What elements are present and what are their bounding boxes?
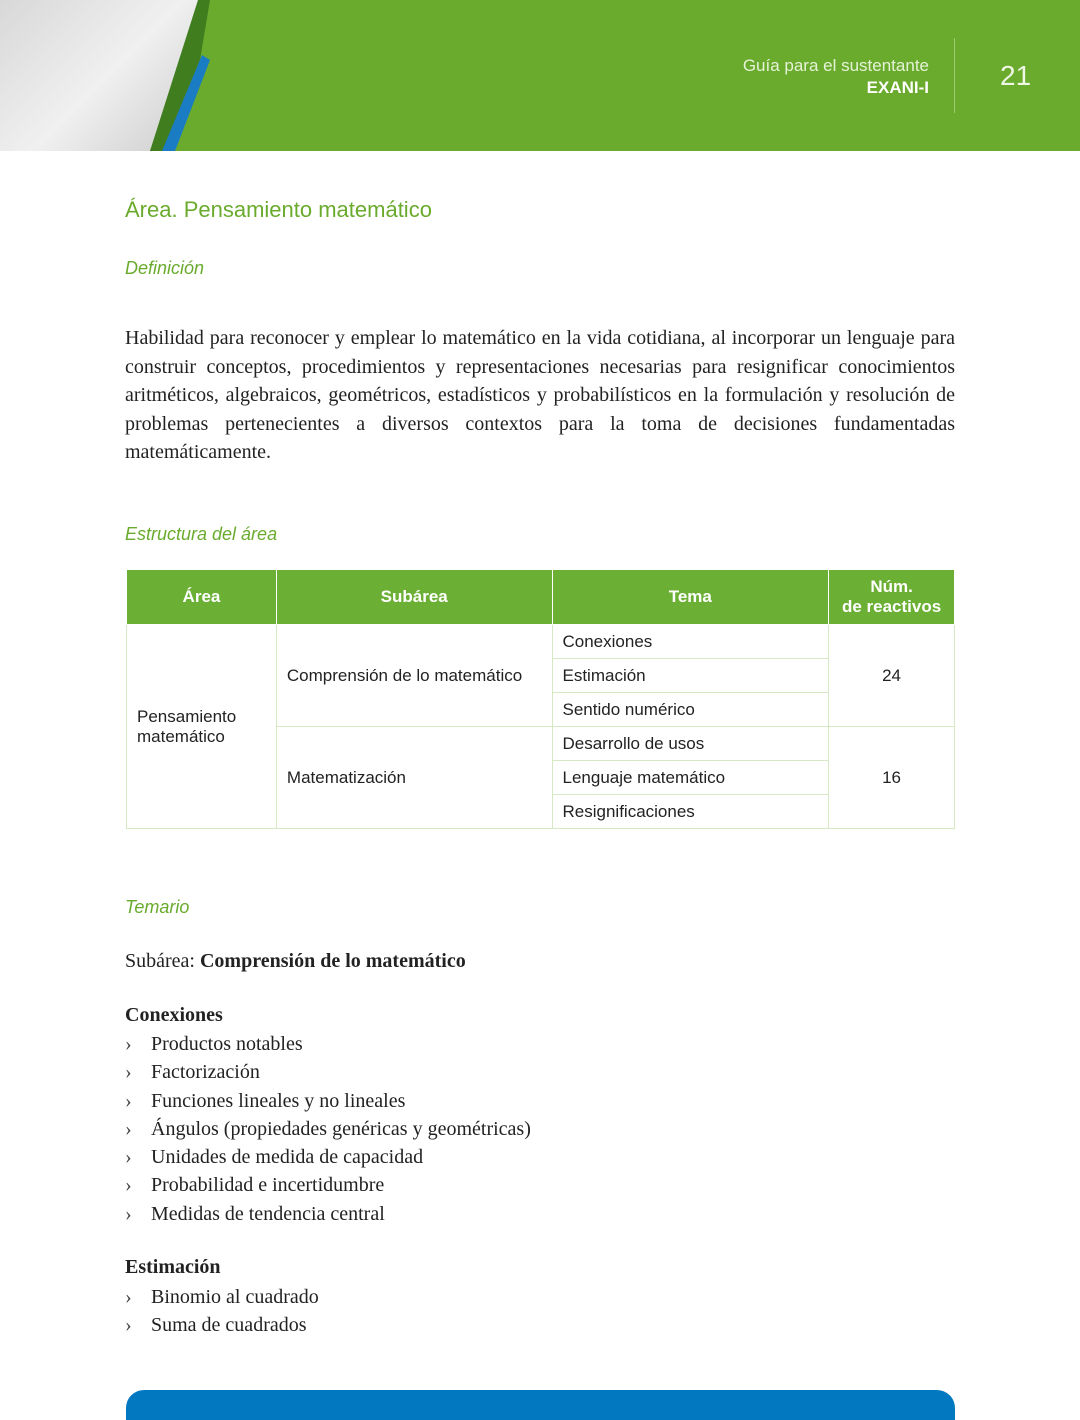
- subarea-name: Comprensión de lo matemático: [199, 950, 466, 972]
- item-text: Factorización: [151, 1061, 260, 1084]
- bullet-icon: ›: [125, 1061, 132, 1084]
- tema-cell: Lenguaje matemático: [552, 761, 829, 795]
- list-item: [125, 1030, 531, 1058]
- list-item: [125, 1058, 531, 1086]
- divider: [954, 38, 955, 113]
- bullet-icon: ›: [125, 1174, 132, 1197]
- item-text: Medidas de tendencia central: [151, 1202, 385, 1225]
- list-item: [125, 1115, 531, 1143]
- bullet-icon: ›: [125, 1117, 132, 1140]
- item-text: Suma de cuadrados: [151, 1314, 307, 1337]
- group-title: Conexiones: [125, 1004, 223, 1026]
- item-text: Productos notables: [151, 1033, 303, 1055]
- area-cell: Pensamiento matemático: [127, 625, 277, 829]
- section-title: Área. Pensamiento matemático: [125, 197, 432, 222]
- list-item: [125, 1311, 319, 1339]
- list-item: [125, 1283, 319, 1311]
- item-text: Binomio al cuadrado: [151, 1286, 319, 1308]
- subarea-heading: [125, 950, 466, 973]
- header-subarea: Subárea: [276, 570, 552, 625]
- guide-name: Guía para el sustentante: [742, 56, 929, 75]
- tema-cell: Sentido numérico: [552, 693, 829, 727]
- bullet-icon: ›: [125, 1146, 132, 1169]
- bullet-icon: ›: [125, 1089, 132, 1112]
- group-title: Estimación: [125, 1256, 221, 1278]
- definition-text: Habilidad para reconocer y emplear lo matemático en la vida cotidiana, al incorporar un lenguaje para construir conceptos, procedimientos y representaciones necesarias para resignificar conocimientos aritméticos, algebraicos, geométricos, estadísticos y probabilísticos en la formulación y resolución de problemas pertenecientes a diversos contextos para la toma de decisiones fundamentadas matemáticamente.: [125, 327, 955, 463]
- item-text: Funciones lineales y no lineales: [151, 1089, 406, 1112]
- item-text: Probabilidad e incertidumbre: [151, 1174, 385, 1197]
- bullet-icon: ›: [125, 1286, 132, 1308]
- conexiones-list: [125, 1030, 531, 1228]
- footer-bar: [126, 1390, 955, 1420]
- tema-cell: Conexiones: [552, 625, 829, 659]
- temario-label: Temario: [125, 897, 190, 917]
- reactivos-cell: 24: [829, 625, 955, 727]
- subarea-cell: Matematización: [276, 727, 552, 829]
- page-header: [0, 0, 1080, 151]
- bullet-icon: ›: [125, 1202, 132, 1225]
- structure-table: [126, 569, 955, 829]
- item-text: Unidades de medida de capacidad: [151, 1146, 424, 1169]
- tema-cell: Estimación: [552, 659, 829, 693]
- header-tema: Tema: [552, 570, 829, 625]
- list-item: [125, 1171, 531, 1199]
- subarea-cell: Comprensión de lo matemático: [276, 625, 552, 727]
- estimacion-list: [125, 1283, 319, 1340]
- guide-title: [743, 55, 929, 99]
- structure-label: Estructura del área: [125, 524, 278, 544]
- table-row: [127, 625, 955, 659]
- exam-name: EXANI-I: [866, 78, 929, 97]
- bullet-icon: ›: [125, 1314, 132, 1337]
- list-item: [125, 1087, 531, 1115]
- tema-cell: Desarrollo de usos: [552, 727, 829, 761]
- table-header: [127, 570, 955, 625]
- bullet-icon: ›: [125, 1033, 132, 1055]
- tema-cell: Resignificaciones: [552, 795, 829, 829]
- page-number: 21: [1000, 60, 1032, 91]
- list-item: [125, 1143, 531, 1171]
- subarea-prefix: Subárea:: [125, 950, 195, 972]
- list-item: [125, 1200, 531, 1228]
- header-reactivos: Núm. de reactivos: [829, 570, 955, 625]
- header-area: Área: [127, 570, 277, 625]
- item-text: Ángulos (propiedades genéricas y geométricas): [151, 1117, 531, 1140]
- reactivos-cell: 16: [829, 727, 955, 829]
- definition-label: Definición: [125, 258, 205, 278]
